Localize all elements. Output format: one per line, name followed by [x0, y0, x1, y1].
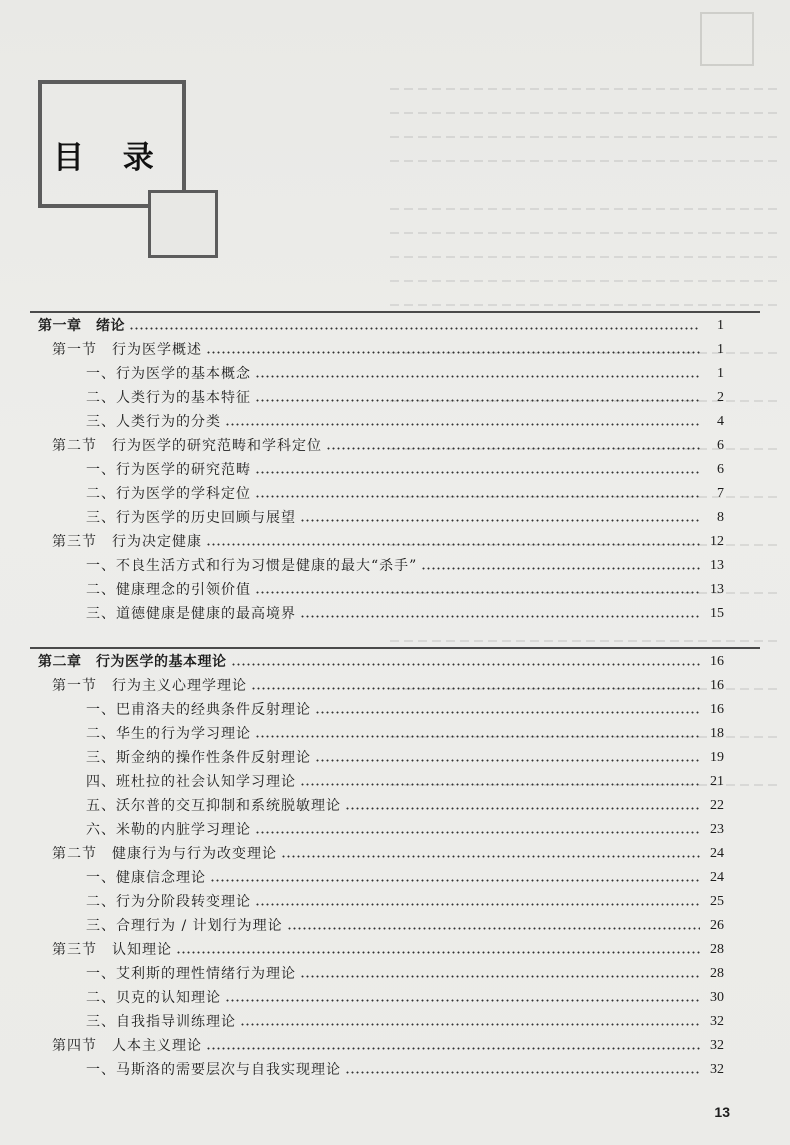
toc-entry-label: 三、道德健康是健康的最高境界 [86, 606, 296, 622]
toc-entry-label: 二、健康理念的引领价值 [86, 582, 251, 598]
toc-leader-dots [206, 1047, 700, 1050]
toc-leader-dots [251, 687, 700, 690]
toc-leader-dots [300, 975, 700, 978]
toc-entry-page: 1 [717, 366, 724, 381]
toc-leader-dots [315, 759, 700, 762]
toc-leader-dots [129, 327, 700, 330]
toc-entry-page: 1 [717, 342, 724, 357]
toc-entry-page: 26 [710, 918, 724, 933]
page-title: 目 录 [53, 140, 168, 176]
toc-item-entry [86, 986, 724, 1008]
toc-entry-page: 24 [710, 870, 724, 885]
title-square-ornament [148, 190, 218, 258]
toc-leader-dots [255, 591, 700, 594]
toc-leader-dots [345, 1071, 700, 1074]
toc-entry-page: 1 [717, 318, 724, 333]
toc-entry-label: 二、贝克的认知理论 [86, 990, 221, 1006]
toc-entry-label: 二、人类行为的基本特征 [86, 390, 251, 406]
toc-item-entry [86, 914, 724, 936]
toc-entry-label: 第一章 绪论 [38, 318, 125, 334]
toc-leader-dots [255, 735, 700, 738]
toc-chapter-entry [38, 650, 724, 672]
toc-entry-label: 三、合理行为 / 计划行为理论 [86, 918, 283, 934]
toc-entry-page: 32 [710, 1038, 724, 1053]
toc-section-entry [52, 530, 724, 552]
toc-entry-label: 第四节 人本主义理论 [52, 1038, 202, 1054]
page-number: 13 [714, 1104, 730, 1120]
toc-entry-label: 二、华生的行为学习理论 [86, 726, 251, 742]
toc-item-entry [86, 1010, 724, 1032]
chapter-divider-rule [30, 647, 760, 649]
toc-item-entry [86, 482, 724, 504]
toc-item-entry [86, 746, 724, 768]
toc-leader-dots [225, 423, 700, 426]
toc-entry-label: 一、马斯洛的需要层次与自我实现理论 [86, 1062, 341, 1078]
toc-item-entry [86, 962, 724, 984]
toc-leader-dots [206, 543, 700, 546]
toc-entry-page: 25 [710, 894, 724, 909]
toc-leader-dots [255, 903, 700, 906]
toc-entry-page: 32 [710, 1014, 724, 1029]
toc-entry-label: 一、行为医学的基本概念 [86, 366, 251, 382]
toc-section-entry [52, 938, 724, 960]
toc-entry-page: 4 [717, 414, 724, 429]
toc-item-entry [86, 1058, 724, 1080]
toc-section-entry [52, 338, 724, 360]
toc-leader-dots [255, 831, 700, 834]
toc-entry-page: 28 [710, 966, 724, 981]
toc-leader-dots [326, 447, 700, 450]
toc-leader-dots [300, 783, 700, 786]
toc-entry-page: 2 [717, 390, 724, 405]
toc-entry-label: 一、不良生活方式和行为习惯是健康的最大“杀手” [86, 558, 418, 574]
toc-entry-label: 第二节 健康行为与行为改变理论 [52, 846, 277, 862]
toc-item-entry [86, 578, 724, 600]
toc-entry-page: 16 [710, 678, 724, 693]
toc-entry-label: 第二章 行为医学的基本理论 [38, 654, 227, 670]
toc-item-entry [86, 386, 724, 408]
toc-section-entry [52, 1034, 724, 1056]
toc-leader-dots [225, 999, 700, 1002]
toc-item-entry [86, 722, 724, 744]
corner-ornament [700, 12, 754, 66]
toc-entry-label: 一、行为医学的研究范畴 [86, 462, 251, 478]
toc-item-entry [86, 890, 724, 912]
toc-leader-dots [240, 1023, 700, 1026]
toc-entry-label: 第一节 行为医学概述 [52, 342, 202, 358]
toc-section-entry [52, 674, 724, 696]
toc-leader-dots [345, 807, 700, 810]
toc-entry-label: 三、自我指导训练理论 [86, 1014, 236, 1030]
toc-entry-page: 30 [710, 990, 724, 1005]
toc-item-entry [86, 458, 724, 480]
toc-entry-label: 一、健康信念理论 [86, 870, 206, 886]
toc-entry-label: 五、沃尔普的交互抑制和系统脱敏理论 [86, 798, 341, 814]
toc-entry-label: 三、斯金纳的操作性条件反射理论 [86, 750, 311, 766]
toc-entry-page: 16 [710, 702, 724, 717]
toc-entry-page: 6 [717, 462, 724, 477]
toc-leader-dots [206, 351, 700, 354]
toc-entry-page: 23 [710, 822, 724, 837]
toc-entry-page: 13 [710, 558, 724, 573]
toc-leader-dots [255, 495, 700, 498]
toc-entry-label: 一、巴甫洛夫的经典条件反射理论 [86, 702, 311, 718]
toc-section-entry [52, 434, 724, 456]
toc-entry-label: 三、行为医学的历史回顾与展望 [86, 510, 296, 526]
toc-entry-page: 19 [710, 750, 724, 765]
toc-leader-dots [300, 519, 700, 522]
toc-item-entry [86, 818, 724, 840]
toc-leader-dots [287, 927, 700, 930]
toc-entry-page: 18 [710, 726, 724, 741]
toc-item-entry [86, 770, 724, 792]
toc-leader-dots [421, 567, 700, 570]
toc-entry-page: 21 [710, 774, 724, 789]
toc-chapter-entry [38, 314, 724, 336]
toc-leader-dots [176, 951, 700, 954]
toc-item-entry [86, 698, 724, 720]
toc-leader-dots [255, 375, 700, 378]
toc-item-entry [86, 794, 724, 816]
toc-entry-label: 四、班杜拉的社会认知学习理论 [86, 774, 296, 790]
top-rule [30, 311, 760, 313]
toc-entry-page: 24 [710, 846, 724, 861]
toc-entry-page: 13 [710, 582, 724, 597]
toc-item-entry [86, 506, 724, 528]
toc-entry-label: 第二节 行为医学的研究范畴和学科定位 [52, 438, 322, 454]
toc-entry-page: 7 [717, 486, 724, 501]
toc-leader-dots [210, 879, 700, 882]
toc-entry-page: 6 [717, 438, 724, 453]
toc-entry-label: 一、艾利斯的理性情绪行为理论 [86, 966, 296, 982]
toc-entry-page: 22 [710, 798, 724, 813]
toc-item-entry [86, 602, 724, 624]
toc-entry-page: 16 [710, 654, 724, 669]
toc-leader-dots [255, 471, 700, 474]
toc-item-entry [86, 866, 724, 888]
toc-entry-label: 三、人类行为的分类 [86, 414, 221, 430]
toc-leader-dots [231, 663, 701, 666]
toc-item-entry [86, 554, 724, 576]
toc-entry-page: 12 [710, 534, 724, 549]
toc-section-entry [52, 842, 724, 864]
toc-leader-dots [300, 615, 700, 618]
toc-leader-dots [315, 711, 700, 714]
toc-entry-label: 第三节 认知理论 [52, 942, 172, 958]
toc-leader-dots [255, 399, 700, 402]
toc-entry-label: 第一节 行为主义心理学理论 [52, 678, 247, 694]
toc-entry-label: 第三节 行为决定健康 [52, 534, 202, 550]
toc-entry-label: 六、米勒的内脏学习理论 [86, 822, 251, 838]
toc-leader-dots [281, 855, 700, 858]
toc-entry-page: 32 [710, 1062, 724, 1077]
toc-entry-page: 28 [710, 942, 724, 957]
toc-entry-label: 二、行为医学的学科定位 [86, 486, 251, 502]
toc-entry-label: 二、行为分阶段转变理论 [86, 894, 251, 910]
toc-item-entry [86, 410, 724, 432]
toc-entry-page: 15 [710, 606, 724, 621]
toc-entry-page: 8 [717, 510, 724, 525]
toc-item-entry [86, 362, 724, 384]
